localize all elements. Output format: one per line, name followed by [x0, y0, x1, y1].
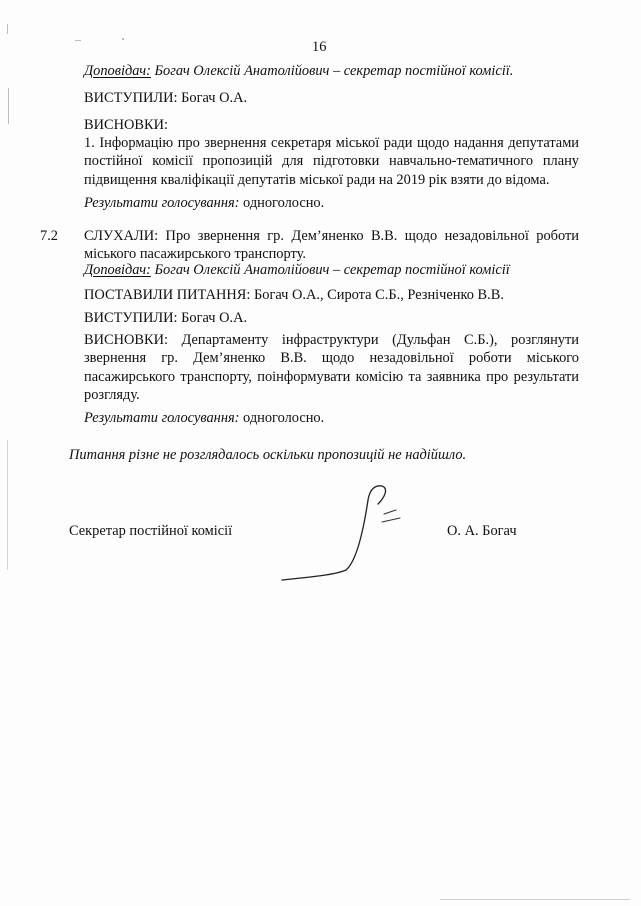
- spoke-text: Богач О.А.: [177, 310, 248, 326]
- spoke-text: Богач О.А.: [177, 90, 248, 106]
- signature-stroke-mark-2: [382, 518, 400, 522]
- scan-mark-top: [75, 40, 81, 41]
- heard-paragraph-7-2: [84, 227, 579, 264]
- reporter-label: Доповідач:: [84, 262, 151, 278]
- reporter-text: Богач Олексій Анатолійович – секретар постійної комісії: [150, 262, 510, 278]
- vote-text: одноголосно.: [239, 195, 325, 211]
- heard-text: Про звернення гр. Дем’яненко В.В. щодо незадовільної роботи міського пасажирського транспорту.: [84, 228, 579, 263]
- spoke-label: ВИСТУПИЛИ:: [84, 90, 178, 106]
- vote-label: Результати голосування:: [84, 410, 240, 426]
- reporter-line-7-2: [84, 261, 510, 279]
- scan-mark-left-3: [7, 440, 8, 570]
- scan-mark-left-2: [8, 88, 9, 124]
- questions-text: Богач О.А., Сирота С.Б., Резніченко В.В.: [250, 287, 504, 303]
- scan-mark-top-2: [122, 38, 124, 40]
- heard-label: СЛУХАЛИ:: [84, 228, 159, 244]
- signature-name: О. А. Богач: [447, 523, 517, 539]
- conclusions-label-7-1: ВИСНОВКИ:: [84, 117, 168, 133]
- reporter-line-7-1: [84, 62, 513, 80]
- conclusion-paragraph-7-1: 1. Інформацію про звернення секретаря міської ради щодо надання депутатами постійної комісії пропозицій для підготовки навчально-тематичного плану підвищення кваліфікації депутатів міської ради на 2019 рік взяти до відома.: [84, 135, 579, 188]
- conclusions-label: ВИСНОВКИ:: [84, 332, 168, 348]
- conclusions-paragraph-7-2: [84, 331, 579, 404]
- questions-line-7-2: [84, 286, 504, 304]
- section-number-7-2: 7.2: [40, 228, 58, 244]
- spoke-line-7-1: [84, 89, 247, 107]
- vote-text: одноголосно.: [239, 410, 325, 426]
- spoke-label: ВИСТУПИЛИ:: [84, 310, 178, 326]
- scan-mark-bottom: [440, 899, 630, 900]
- reporter-text: Богач Олексій Анатолійович – секретар постійної комісії.: [150, 63, 514, 79]
- handwritten-signature: [270, 480, 420, 590]
- signature-stroke-main: [282, 486, 385, 580]
- vote-label: Результати голосування:: [84, 195, 240, 211]
- conclusions-text: Департаменту інфраструктури (Дульфан С.Б.), розглянути звернення гр. Дем’яненко В.В. щодо незадовільної роботи міського пасажирського транспорту, поінформувати комісію та заявника про результати розгляду.: [84, 332, 579, 403]
- spoke-line-7-2: [84, 309, 247, 327]
- reporter-label: Доповідач:: [84, 63, 151, 79]
- vote-line-7-1: [84, 194, 324, 212]
- questions-label: ПОСТАВИЛИ ПИТАННЯ:: [84, 287, 251, 303]
- vote-line-7-2: [84, 409, 324, 427]
- misc-note: Питання різне не розглядалось оскільки пропозицій не надійшло.: [69, 447, 467, 463]
- scan-mark-left-1: [7, 24, 8, 34]
- signature-stroke-mark-1: [384, 510, 396, 514]
- signature-role: Секретар постійної комісії: [69, 523, 233, 539]
- page-number: 16: [312, 39, 327, 55]
